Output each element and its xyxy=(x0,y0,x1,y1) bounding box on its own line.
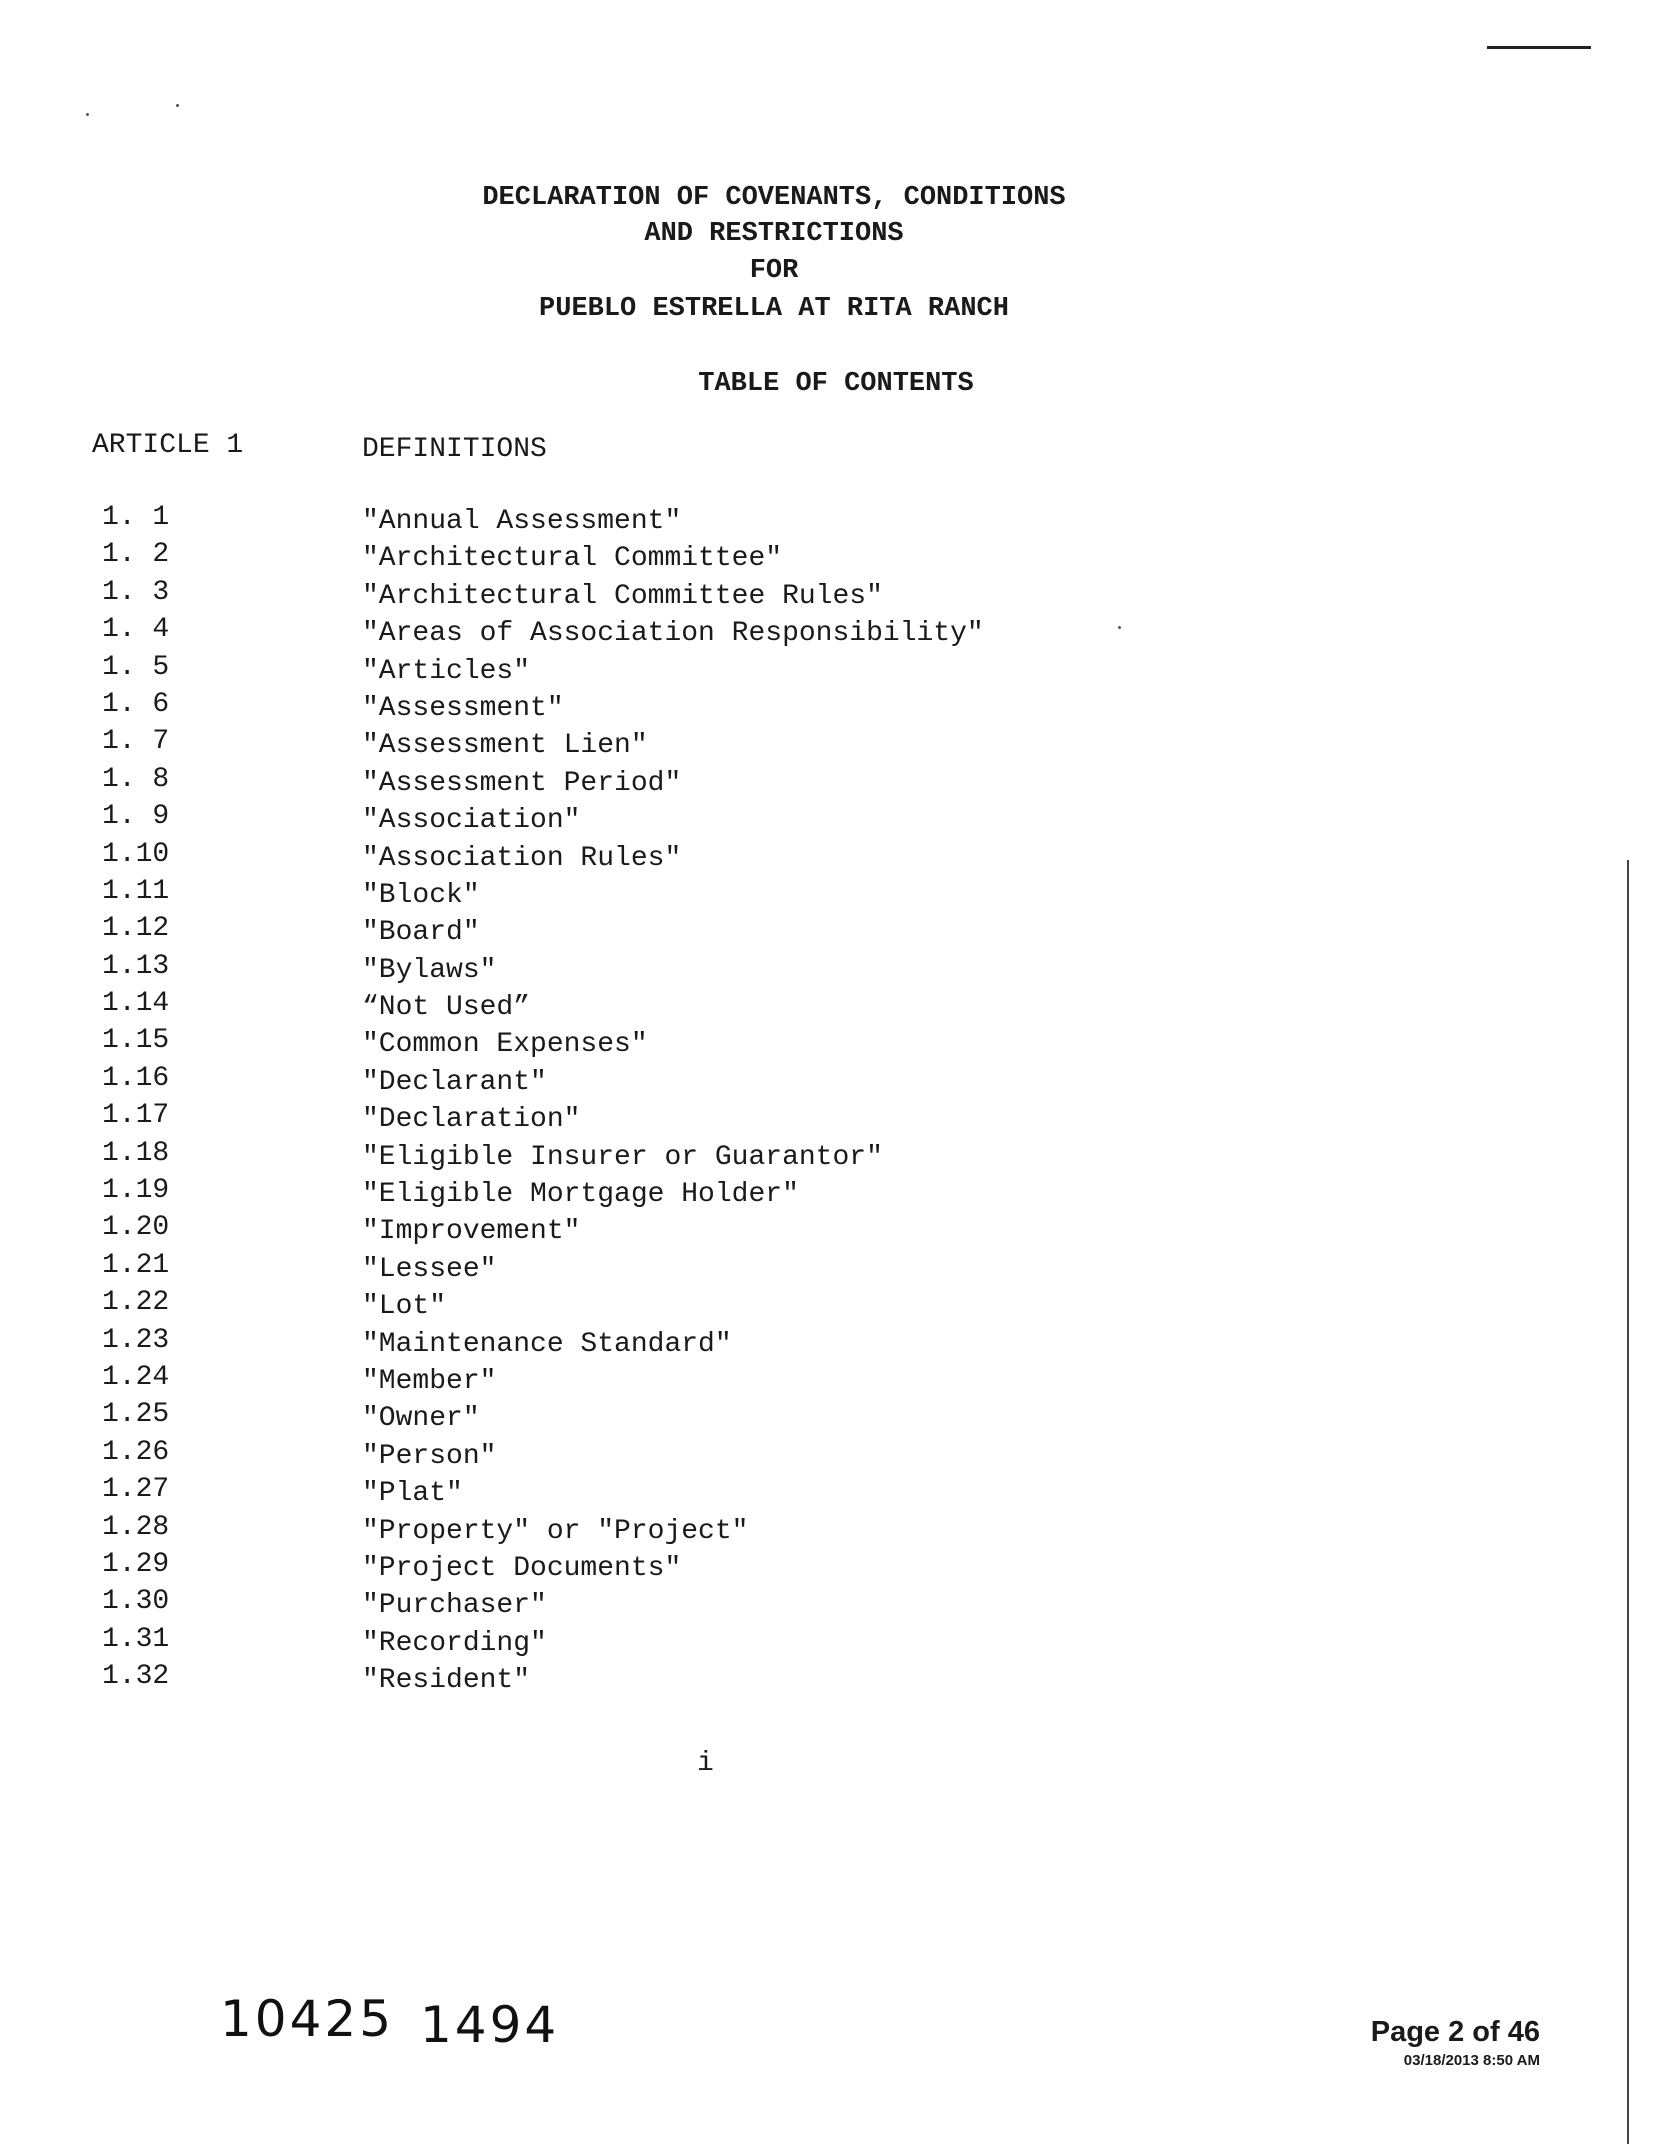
toc-entry xyxy=(0,1063,1300,1100)
toc-entry xyxy=(0,502,1300,539)
toc-entry-number: 1. 1 xyxy=(102,502,170,533)
toc-entry xyxy=(0,764,1300,801)
toc-entry-term: "Project Documents" xyxy=(362,1552,682,1584)
toc-entry xyxy=(0,726,1300,763)
toc-entry xyxy=(0,1325,1300,1362)
toc-entry-number: 1.28 xyxy=(102,1511,170,1543)
toc-entry xyxy=(0,1025,1300,1062)
toc-entry xyxy=(0,801,1300,838)
toc-entry-number: 1.21 xyxy=(102,1249,170,1281)
toc-entry xyxy=(0,1362,1300,1399)
footer-datetime: 03/18/2013 8:50 AM xyxy=(1403,2052,1540,2069)
toc-entry-term: "Association" xyxy=(362,805,581,837)
toc-entry xyxy=(0,539,1300,576)
right-edge-line xyxy=(1627,860,1629,2144)
toc-entry-term: "Improvement" xyxy=(362,1216,581,1248)
article-title: DEFINITIONS xyxy=(362,434,547,465)
toc-entry-number: 1.24 xyxy=(102,1361,170,1393)
toc-entry-number: 1.20 xyxy=(102,1212,170,1244)
toc-entry xyxy=(0,1287,1300,1324)
scan-speck xyxy=(86,113,89,116)
toc-entry-term: "Owner" xyxy=(362,1403,480,1435)
toc-entry-term: "Articles" xyxy=(362,655,531,687)
toc-entry-number: 1. 6 xyxy=(102,688,170,720)
toc-entry-number: 1.26 xyxy=(102,1436,170,1468)
toc-entry xyxy=(0,951,1300,988)
toc-entry-number: 1. 3 xyxy=(102,576,170,608)
toc-entry-number: 1.16 xyxy=(102,1062,170,1094)
toc-entry-number: 1. 2 xyxy=(102,539,170,571)
toc-entry xyxy=(0,1138,1300,1175)
toc-entry xyxy=(0,1212,1300,1249)
toc-entry xyxy=(0,1474,1300,1511)
toc-entry xyxy=(0,1624,1300,1661)
toc-entry-term: "Annual Assessment" xyxy=(362,506,682,537)
toc-entry-term: "Resident" xyxy=(362,1665,531,1697)
toc-entry-term: "Eligible Insurer or Guarantor" xyxy=(362,1141,883,1173)
toc-entry-number: 1.32 xyxy=(102,1661,170,1693)
toc-entry-number: 1. 5 xyxy=(102,651,170,683)
toc-entry xyxy=(0,614,1300,651)
toc-entry-term: "Person" xyxy=(362,1440,497,1472)
toc-entry-term: "Lessee" xyxy=(362,1253,497,1285)
toc-entry-number: 1.13 xyxy=(102,950,170,982)
toc-entry-number: 1.27 xyxy=(102,1474,170,1506)
toc-entry-number: 1. 4 xyxy=(102,614,170,646)
toc-entry xyxy=(0,689,1300,726)
toc-entry-term: "Lot" xyxy=(362,1291,447,1323)
toc-entry-term: "Declarant" xyxy=(362,1066,547,1098)
toc-entry-term: "Areas of Association Responsibility" xyxy=(362,618,984,650)
toc-entry-number: 1.15 xyxy=(102,1025,170,1057)
toc-entry-term: "Architectural Committee Rules" xyxy=(362,580,883,612)
toc-entry xyxy=(0,1586,1300,1623)
toc-entry-term: "Assessment" xyxy=(362,692,564,724)
top-rule-mark xyxy=(1487,46,1591,49)
toc-entry-term: "Assessment Period" xyxy=(362,767,682,799)
heading-line-2: AND RESTRICTIONS xyxy=(644,219,904,249)
toc-entry-number: 1.18 xyxy=(102,1137,170,1169)
heading-line-1: DECLARATION OF COVENANTS, CONDITIONS xyxy=(482,183,1066,213)
toc-entry-term: "Assessment Lien" xyxy=(362,730,648,762)
toc-entry xyxy=(0,1100,1300,1137)
toc-entry-term: "Purchaser" xyxy=(362,1590,547,1622)
toc-entry xyxy=(0,1549,1300,1586)
toc-entry-term: "Plat" xyxy=(362,1478,463,1510)
toc-entry-number: 1.17 xyxy=(102,1100,170,1132)
toc-entry xyxy=(0,1437,1300,1474)
toc-entry-term: "Recording" xyxy=(362,1627,547,1659)
toc-entry-number: 1.25 xyxy=(102,1399,170,1431)
toc-entry-term: "Common Expenses" xyxy=(362,1029,648,1061)
heading-line-4: PUEBLO ESTRELLA AT RITA RANCH xyxy=(539,294,1009,324)
toc-entry xyxy=(0,1175,1300,1212)
toc-entry-number: 1.30 xyxy=(102,1586,170,1618)
toc-entry xyxy=(0,1512,1300,1549)
toc-entry xyxy=(0,577,1300,614)
toc-entry xyxy=(0,876,1300,913)
toc-entry xyxy=(0,913,1300,950)
scan-speck xyxy=(176,104,179,107)
heading-line-3: FOR xyxy=(749,256,799,286)
toc-entry-term: "Eligible Mortgage Holder" xyxy=(362,1179,799,1211)
toc-entry xyxy=(0,1399,1300,1436)
toc-entry xyxy=(0,1250,1300,1287)
toc-entry-term: "Association Rules" xyxy=(362,842,682,874)
toc-entry xyxy=(0,1661,1300,1698)
toc-entry-term: "Member" xyxy=(362,1365,497,1397)
toc-entry-number: 1. 7 xyxy=(102,726,170,758)
toc-entry-number: 1.11 xyxy=(102,875,170,907)
handwritten-stamp-right: 1494 xyxy=(420,1996,560,2054)
toc-entry-term: "Maintenance Standard" xyxy=(362,1328,732,1360)
toc-entry-number: 1. 8 xyxy=(102,763,170,795)
toc-entry-number: 1.22 xyxy=(102,1287,170,1319)
toc-title: TABLE OF CONTENTS xyxy=(698,369,974,399)
toc-entry-term: "Declaration" xyxy=(362,1104,581,1136)
toc-entry xyxy=(0,652,1300,689)
toc-entry xyxy=(0,988,1300,1025)
toc-entry-term: "Property" or "Project" xyxy=(362,1515,749,1547)
handwritten-stamp-left: 10425 xyxy=(220,1990,395,2048)
toc-entry-number: 1.31 xyxy=(102,1623,170,1655)
toc-entry-number: 1.10 xyxy=(102,838,170,870)
toc-entry-term: "Block" xyxy=(362,879,480,911)
toc-entry-number: 1.12 xyxy=(102,913,170,945)
article-number: ARTICLE 1 xyxy=(92,430,244,461)
toc-entry-number: 1.29 xyxy=(102,1548,170,1580)
toc-entry-number: 1.23 xyxy=(102,1324,170,1356)
toc-entry-term: "Bylaws" xyxy=(362,954,497,986)
toc-entry xyxy=(0,839,1300,876)
toc-entry-term: "Board" xyxy=(362,917,480,949)
toc-entry-term: "Architectural Committee" xyxy=(362,543,783,575)
toc-entry-number: 1.14 xyxy=(102,988,170,1020)
page-number-roman: i xyxy=(697,1748,714,1779)
toc-entry-number: 1.19 xyxy=(102,1175,170,1207)
toc-list xyxy=(0,502,1300,1699)
toc-entry-number: 1. 9 xyxy=(102,801,170,833)
footer-page-count: Page 2 of 46 xyxy=(1370,2016,1540,2048)
toc-entry-term: “Not Used” xyxy=(362,992,531,1024)
